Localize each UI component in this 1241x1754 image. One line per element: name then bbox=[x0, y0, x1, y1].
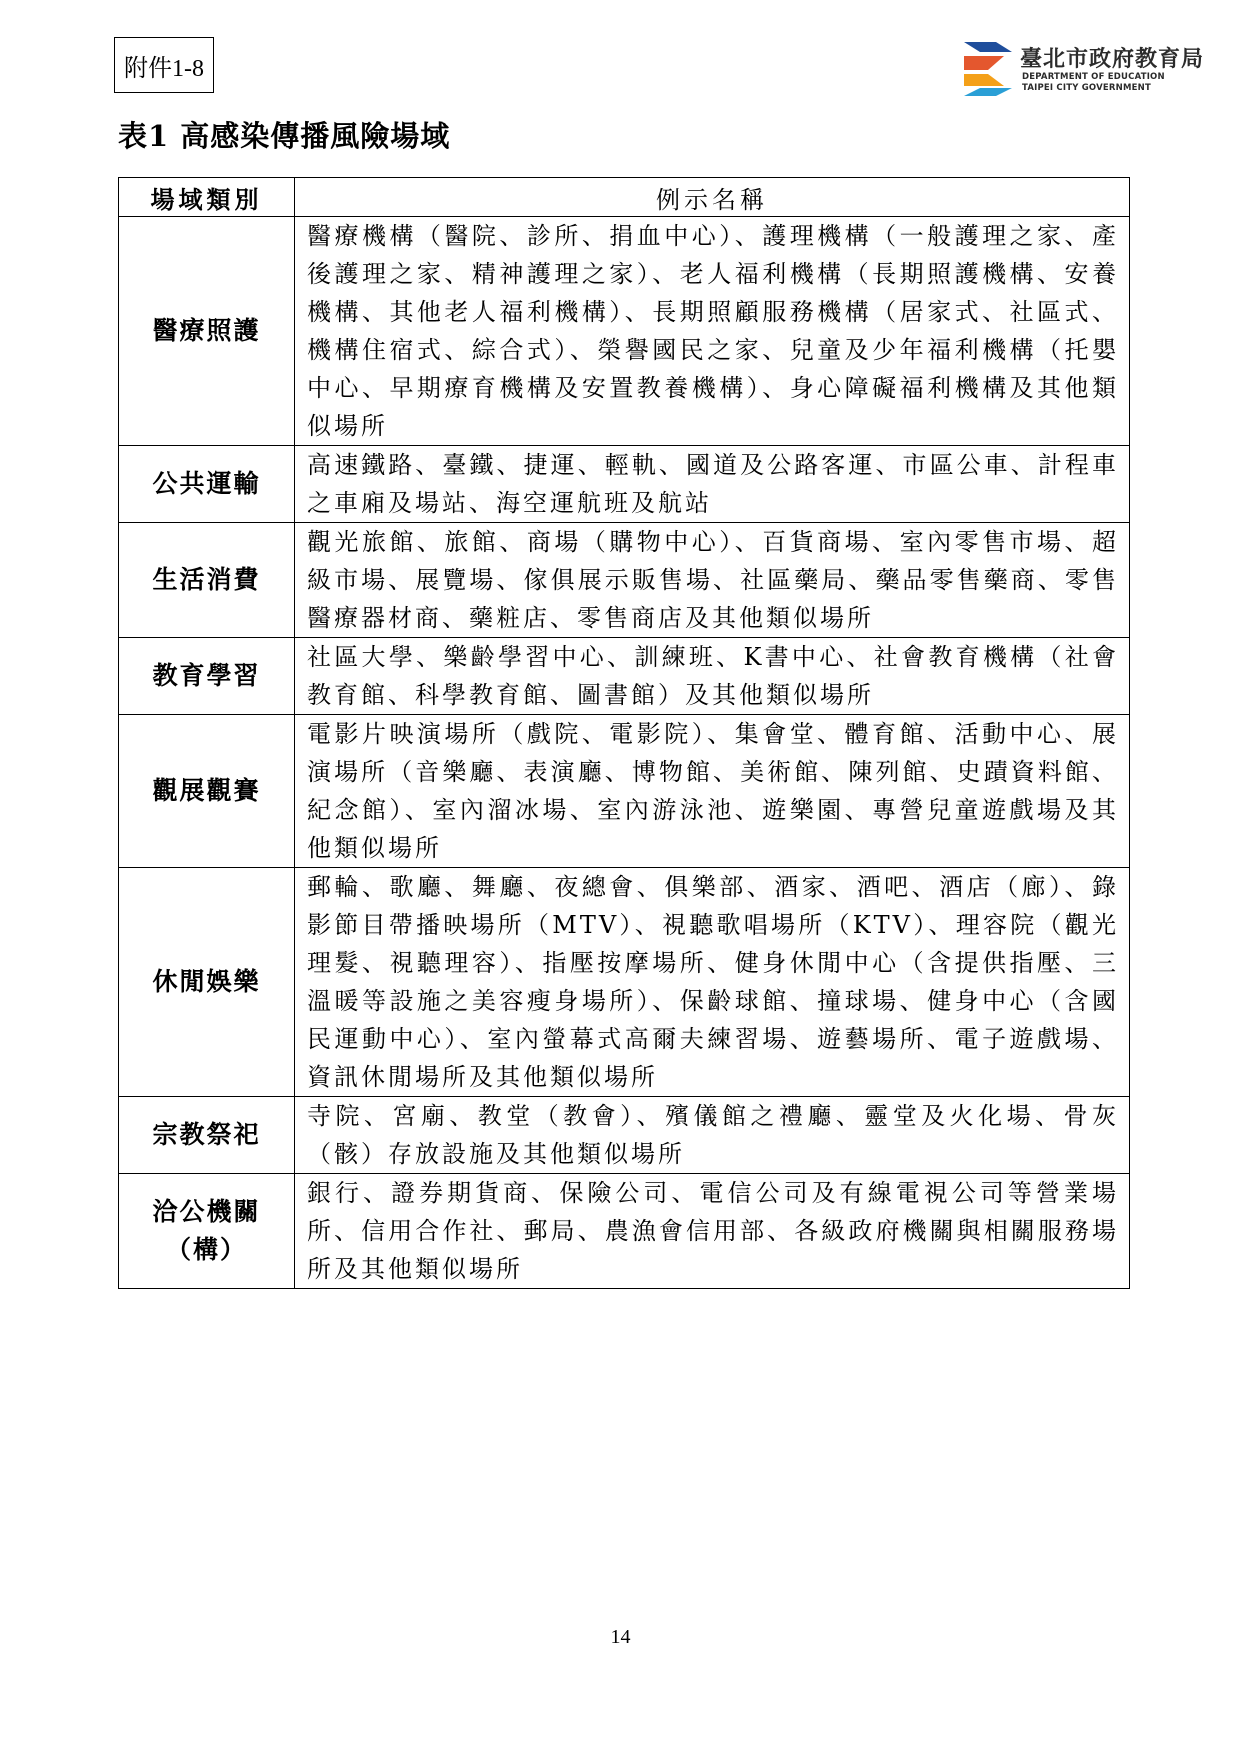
document-title: 表1 高感染傳播風險場域 bbox=[118, 119, 451, 153]
table-row bbox=[119, 446, 1130, 523]
table-row bbox=[119, 1174, 1130, 1289]
table-header-row bbox=[119, 178, 1130, 217]
examples-cell: 電影片映演場所（戲院、電影院）、集會堂、體育館、活動中心、展演場所（音樂廳、表演廳、博物館、美術館、陳列館、史蹟資料館、紀念館）、室內溜冰場、室內游泳池、遊樂園、專營兒童遊戲場及其他類似場所 bbox=[295, 715, 1130, 868]
examples-cell: 醫療機構（醫院、診所、捐血中心）、護理機構（一般護理之家、產後護理之家、精神護理之家）、老人福利機構（長期照護機構、安養機構、其他老人福利機構）、長期照顧服務機構（居家式、社區式、機構住宿式、綜合式）、榮譽國民之家、兒童及少年福利機構（托嬰中心、早期療育機構及安置教養機構）、身心障礙福利機構及其他類似場所 bbox=[295, 217, 1130, 446]
table-row bbox=[119, 217, 1130, 446]
category-cell: 醫療照護 bbox=[119, 217, 295, 446]
category-cell: 生活消費 bbox=[119, 523, 295, 638]
category-cell: 宗教祭祀 bbox=[119, 1097, 295, 1174]
examples-cell: 觀光旅館、旅館、商場（購物中心）、百貨商場、室內零售市場、超級市場、展覽場、傢俱展示販售場、社區藥局、藥品零售藥商、零售醫療器材商、藥粧店、零售商店及其他類似場所 bbox=[295, 523, 1130, 638]
org-name-en-line1: DEPARTMENT OF EDUCATION bbox=[1022, 72, 1165, 82]
page-number: 14 bbox=[610, 1626, 631, 1648]
table-row bbox=[119, 1097, 1130, 1174]
risk-venues-table bbox=[118, 177, 1130, 1289]
category-cell: 洽公機關（構） bbox=[119, 1174, 295, 1289]
org-name: 臺北市政府教育局 bbox=[1020, 47, 1205, 72]
examples-cell: 銀行、證券期貨商、保險公司、電信公司及有線電視公司等營業場所、信用合作社、郵局、農漁會信用部、各級政府機關與相關服務場所及其他類似場所 bbox=[295, 1174, 1130, 1289]
table-row bbox=[119, 523, 1130, 638]
table-row bbox=[119, 715, 1130, 868]
category-cell: 公共運輸 bbox=[119, 446, 295, 523]
examples-cell: 郵輪、歌廳、舞廳、夜總會、俱樂部、酒家、酒吧、酒店（廊）、錄影節目帶播映場所（MTV）、視聽歌唱場所（KTV）、理容院（觀光理髮、視聽理容）、指壓按摩場所、健身休閒中心（含提供指壓、三溫暖等設施之美容瘦身場所）、保齡球館、撞球場、健身中心（含國民運動中心）、室內螢幕式高爾夫練習場、遊藝場所、電子遊戲場、資訊休閒場所及其他類似場所 bbox=[295, 868, 1130, 1097]
category-cell: 休閒娛樂 bbox=[119, 868, 295, 1097]
header-category: 場域類別 bbox=[119, 178, 295, 217]
org-name-en-line2: TAIPEI CITY GOVERNMENT bbox=[1022, 83, 1151, 93]
header-examples: 例示名稱 bbox=[295, 178, 1130, 217]
attachment-label: 附件1-8 bbox=[114, 37, 214, 93]
examples-cell: 社區大學、樂齡學習中心、訓練班、K書中心、社會教育機構（社會教育館、科學教育館、圖書館）及其他類似場所 bbox=[295, 638, 1130, 715]
examples-cell: 高速鐵路、臺鐵、捷運、輕軌、國道及公路客運、市區公車、計程車之車廂及場站、海空運航班及航站 bbox=[295, 446, 1130, 523]
category-cell: 教育學習 bbox=[119, 638, 295, 715]
table-row bbox=[119, 868, 1130, 1097]
org-logo bbox=[962, 38, 1205, 98]
examples-cell: 寺院、宮廟、教堂（教會）、殯儀館之禮廳、靈堂及火化場、骨灰（骸）存放設施及其他類似場所 bbox=[295, 1097, 1130, 1174]
category-cell: 觀展觀賽 bbox=[119, 715, 295, 868]
table-row bbox=[119, 638, 1130, 715]
taipei-education-logo-icon bbox=[962, 38, 1016, 96]
